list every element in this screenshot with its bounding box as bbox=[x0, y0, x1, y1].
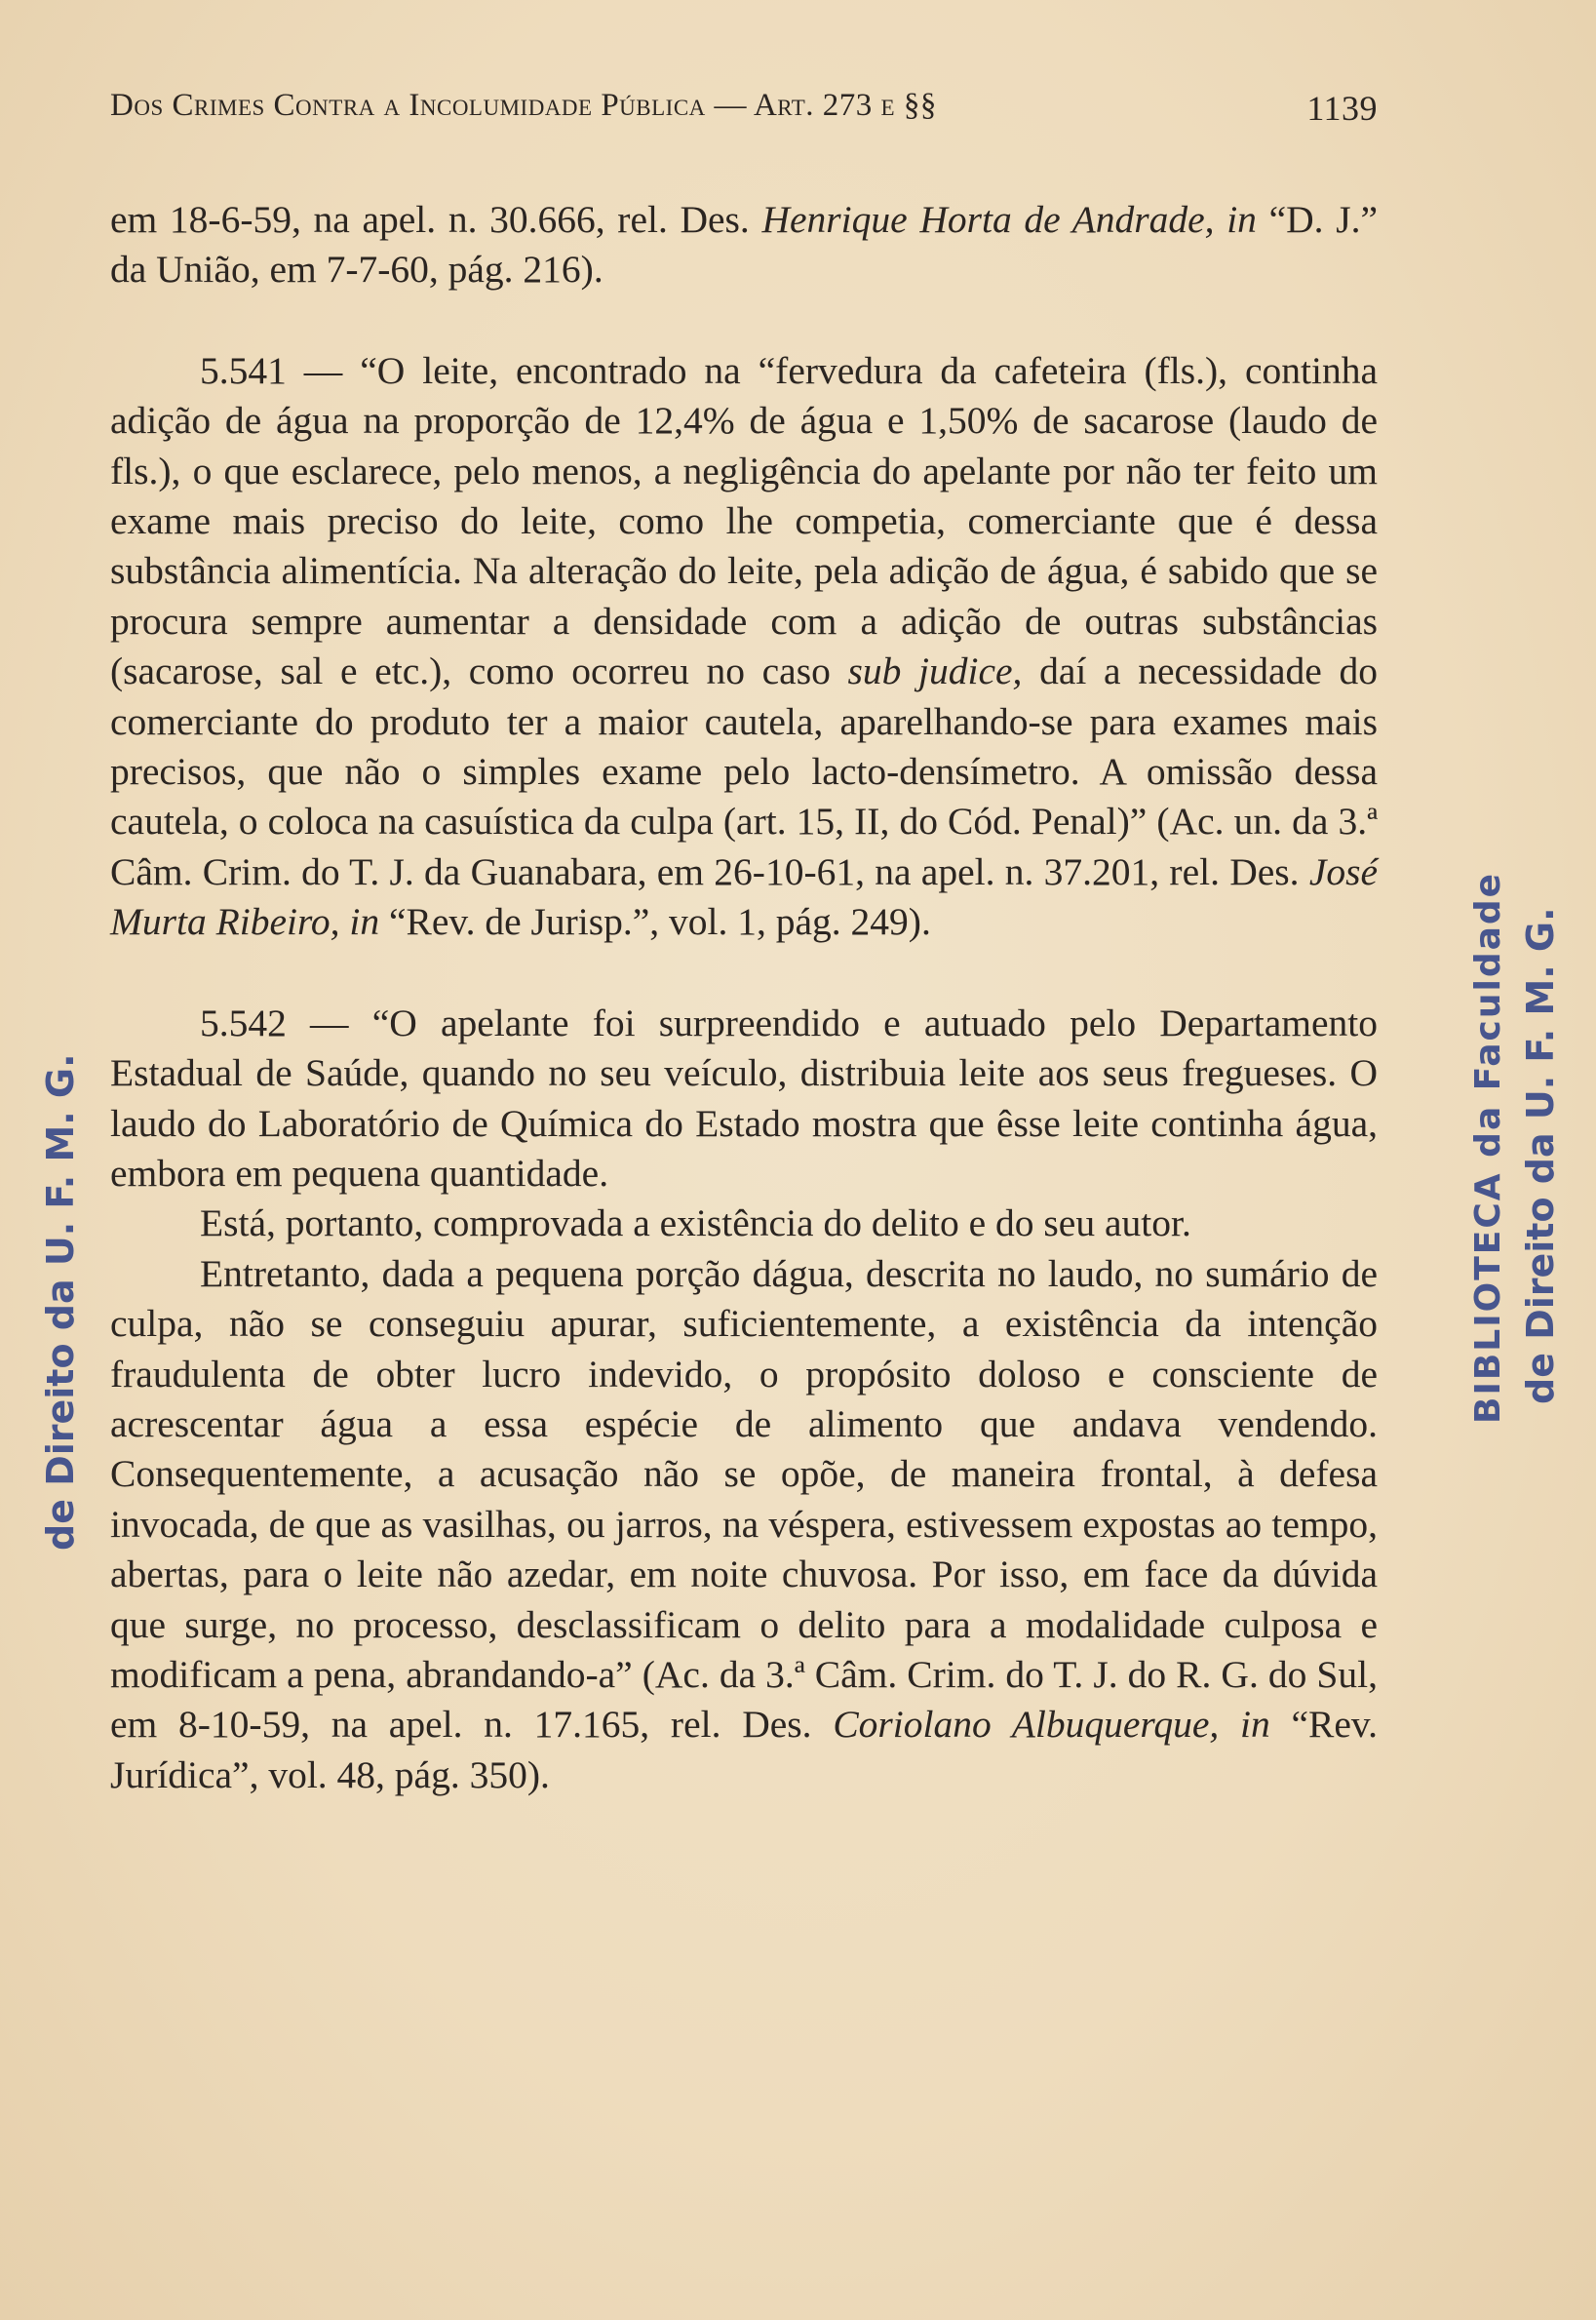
paragraph-text: 5.541 — “O leite, encontrado na “fervedura da cafeteira (fls.), continha adição de água na proporção de 12,4% de água e 1,50% de sacarose (laudo de fls.), o que esclarece, pelo menos, a negligência do apelante por não ter feito um exame mais preciso do leite, como lhe competia, comerciante que é dessa substância alimentícia. Na alteração do leite, pela adição de água, é sabido que se procura sempre aumentar a densidade com a adição de outras substâncias (sacarose, sal e etc.), como ocorreu no caso bbox=[110, 348, 1378, 693]
paragraph-text: “Rev. de Jurisp.”, vol. 1, pág. 249). bbox=[379, 900, 931, 944]
judge-name: José Murta Ribeiro, in bbox=[110, 849, 1378, 944]
library-stamp-right-line1: BIBLIOTECA da Faculdade bbox=[1468, 871, 1508, 1424]
paragraph-entretanto bbox=[110, 1249, 1378, 1800]
judge-name: Coriolano Albuquerque, in bbox=[833, 1703, 1270, 1747]
judge-name: Henrique Horta de Andrade, in bbox=[761, 198, 1257, 241]
paragraph-5542: 5.542 — “O apelante foi surpreendido e autuado pelo Departamento Estadual de Saúde, quando no seu veículo, distribuia leite aos seus fregueses. O laudo do Laboratório de Química do Estado mostra que êsse leite continha água, embora em pequena quantidade. bbox=[110, 1001, 1378, 1195]
latin-term: sub judice, bbox=[847, 649, 1023, 693]
running-title: Dos Crimes Contra a Incolumidade Pública — Art. 273 e §§ bbox=[110, 88, 937, 123]
paragraph-text: daí a necessidade do comerciante do produto ter a maior cautela, aparelhando-se para exames mais precisos, que não o simples exame pelo lacto-densímetro. A omissão dessa cautela, o coloca na casuística da culpa (art. 15, II, do Cód. Penal)” (Ac. un. da 3.ª Câm. Crim. do T. J. da Guanabara, em 26-10-61, na apel. n. 37.201, rel. Des. bbox=[110, 649, 1378, 893]
paragraph-text: Entretanto, dada a pequena porção dágua, descrita no laudo, no sumário de culpa, não se conseguiu apurar, suficientemente, a existência da intenção fraudulenta de obter lucro indevido, o propósito doloso e consciente de acrescentar água a essa espécie de alimento que andava vendendo. Consequentemente, a acusação não se opõe, de maneira frontal, à defesa invocada, de que as vasilhas, ou jarros, na véspera, estivessem expostas ao tempo, abertas, para o leite não azedar, em noite chuvosa. Por isso, em face da dúvida que surge, no processo, desclassificam o delito para a modalidade culposa e modificam a pena, abrandando-a” (Ac. da 3.ª Câm. Crim. do T. J. do R. G. do Sul, em 8-10-59, na apel. n. 17.165, rel. Des. bbox=[110, 1251, 1378, 1747]
citation-text: em 18-6-59, na apel. n. 30.666, rel. Des. bbox=[110, 198, 762, 241]
citation-text: “D. J.” da União, em 7-7-60, pág. 216). bbox=[110, 198, 1378, 292]
page-number: 1139 bbox=[1306, 89, 1378, 128]
paragraph-citation-end bbox=[110, 195, 1378, 295]
library-stamp-right-line2: de Direito da U. F. M. G. bbox=[1519, 907, 1562, 1404]
body-text bbox=[110, 195, 1378, 1800]
paragraph-conclusion: Está, portanto, comprovada a existência do delito e do seu autor. bbox=[200, 1201, 1191, 1245]
paragraph-text: “Rev. Jurídica”, vol. 48, pág. 350). bbox=[110, 1703, 1378, 1796]
library-stamp-left: de Direito da U. F. M. G. bbox=[39, 1053, 82, 1551]
running-header bbox=[110, 88, 1378, 146]
paragraph-5541 bbox=[110, 346, 1378, 948]
